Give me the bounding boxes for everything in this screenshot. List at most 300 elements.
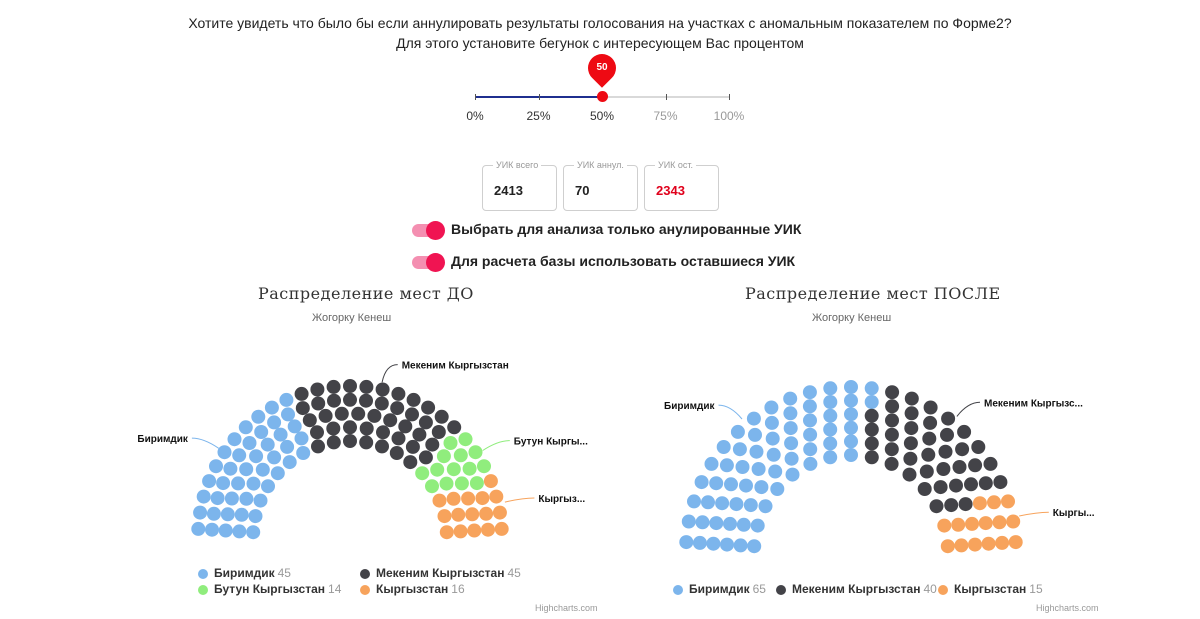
seat-dot[interactable] xyxy=(744,498,758,512)
seat-dot[interactable] xyxy=(477,459,491,473)
seat-dot[interactable] xyxy=(296,401,310,415)
seat-dot[interactable] xyxy=(283,455,297,469)
slider-label-100: 100% xyxy=(713,109,745,123)
seat-dot[interactable] xyxy=(944,498,958,512)
seat-dot[interactable] xyxy=(955,442,969,456)
seat-dot[interactable] xyxy=(489,490,503,504)
seat-dot[interactable] xyxy=(437,449,451,463)
seat-dot[interactable] xyxy=(310,425,324,439)
seat-dot[interactable] xyxy=(207,507,221,521)
seat-dot[interactable] xyxy=(249,449,263,463)
seat-dot[interactable] xyxy=(481,523,495,537)
seat-dot[interactable] xyxy=(720,458,734,472)
seat-dot[interactable] xyxy=(724,477,738,491)
seat-dot[interactable] xyxy=(750,445,764,459)
seat-dot[interactable] xyxy=(197,490,211,504)
seat-dot[interactable] xyxy=(193,506,207,520)
seat-dot[interactable] xyxy=(326,422,340,436)
stat-total-box xyxy=(482,160,557,211)
seat-dot[interactable] xyxy=(687,494,701,508)
seat-dot[interactable] xyxy=(218,445,232,459)
chart-before-credits[interactable]: Highcharts.com xyxy=(535,603,598,613)
seat-dot[interactable] xyxy=(823,436,837,450)
seat-dot[interactable] xyxy=(783,392,797,406)
legend-count: 15 xyxy=(1029,582,1043,596)
seat-dot[interactable] xyxy=(392,431,406,445)
seat-dot[interactable] xyxy=(953,460,967,474)
seat-dot[interactable] xyxy=(752,462,766,476)
seat-dot[interactable] xyxy=(885,428,899,442)
slider-label-50: 50% xyxy=(589,109,615,123)
chart-before-subtitle: Жогорку Кенеш xyxy=(312,312,392,324)
stat-remaining-box xyxy=(644,160,719,211)
seat-dot[interactable] xyxy=(993,515,1007,529)
legend-dot-icon xyxy=(776,585,786,595)
seat-dot[interactable] xyxy=(319,409,333,423)
seat-dot[interactable] xyxy=(465,507,479,521)
seat-dot[interactable] xyxy=(265,401,279,415)
seat-dot[interactable] xyxy=(495,522,509,536)
seat-dot[interactable] xyxy=(463,462,477,476)
seat-dot[interactable] xyxy=(734,538,748,552)
seat-dot[interactable] xyxy=(865,395,879,409)
seat-dot[interactable] xyxy=(231,476,245,490)
seat-dot[interactable] xyxy=(425,479,439,493)
seat-dot[interactable] xyxy=(419,450,433,464)
seat-dot[interactable] xyxy=(343,434,357,448)
seat-dot[interactable] xyxy=(440,525,454,539)
seat-dot[interactable] xyxy=(444,436,458,450)
seat-dot[interactable] xyxy=(930,499,944,513)
stat-annulled-box xyxy=(563,160,638,211)
data-label: Биримдик xyxy=(137,434,188,446)
legend-count: 16 xyxy=(451,582,465,596)
seat-dot[interactable] xyxy=(993,475,1007,489)
seat-dot[interactable] xyxy=(246,525,260,539)
seat-dot[interactable] xyxy=(968,458,982,472)
seat-dot[interactable] xyxy=(964,477,978,491)
seat-dot[interactable] xyxy=(729,497,743,511)
seat-dot[interactable] xyxy=(403,455,417,469)
seat-dot[interactable] xyxy=(905,406,919,420)
seat-dot[interactable] xyxy=(390,401,404,415)
legend-name: Кыргызстан xyxy=(954,582,1027,596)
seat-dot[interactable] xyxy=(303,413,317,427)
seat-dot[interactable] xyxy=(784,421,798,435)
seat-dot[interactable] xyxy=(454,448,468,462)
seat-dot[interactable] xyxy=(770,482,784,496)
seat-dot[interactable] xyxy=(359,380,373,394)
seat-dot[interactable] xyxy=(343,393,357,407)
seat-dot[interactable] xyxy=(412,428,426,442)
seat-dot[interactable] xyxy=(359,394,373,408)
seat-dot[interactable] xyxy=(209,459,223,473)
seat-dot[interactable] xyxy=(905,392,919,406)
chart-after-title: Распределение мест ПОСЛЕ xyxy=(745,284,1001,303)
seat-dot[interactable] xyxy=(239,420,253,434)
seat-dot[interactable] xyxy=(904,421,918,435)
seat-dot[interactable] xyxy=(390,446,404,460)
seat-dot[interactable] xyxy=(803,413,817,427)
seat-dot[interactable] xyxy=(295,431,309,445)
seat-dot[interactable] xyxy=(383,413,397,427)
seat-dot[interactable] xyxy=(968,538,982,552)
seat-dot[interactable] xyxy=(865,381,879,395)
seat-dot[interactable] xyxy=(415,466,429,480)
seat-dot[interactable] xyxy=(995,536,1009,550)
seat-dot[interactable] xyxy=(211,491,225,505)
seat-dot[interactable] xyxy=(493,506,507,520)
seat-dot[interactable] xyxy=(274,428,288,442)
seat-dot[interactable] xyxy=(823,423,837,437)
seat-dot[interactable] xyxy=(239,492,253,506)
seat-dot[interactable] xyxy=(430,463,444,477)
seat-dot[interactable] xyxy=(764,401,778,415)
seat-dot[interactable] xyxy=(937,519,951,533)
seat-dot[interactable] xyxy=(865,423,879,437)
seat-dot[interactable] xyxy=(281,407,295,421)
seat-dot[interactable] xyxy=(865,409,879,423)
seat-dot[interactable] xyxy=(717,440,731,454)
seat-dot[interactable] xyxy=(351,407,365,421)
seat-dot[interactable] xyxy=(360,422,374,436)
seat-dot[interactable] xyxy=(191,522,205,536)
seat-dot[interactable] xyxy=(965,517,979,531)
legend-name: Кыргызстан xyxy=(376,582,449,596)
seat-dot[interactable] xyxy=(682,515,696,529)
seat-dot[interactable] xyxy=(695,475,709,489)
stat-remaining-label: УИК ост. xyxy=(655,160,696,170)
seat-dot[interactable] xyxy=(447,462,461,476)
seat-dot[interactable] xyxy=(343,379,357,393)
seat-dot[interactable] xyxy=(239,462,253,476)
seat-dot[interactable] xyxy=(433,494,447,508)
seat-dot[interactable] xyxy=(747,539,761,553)
seat-dot[interactable] xyxy=(844,448,858,462)
seat-group-1 xyxy=(295,379,462,469)
seat-dot[interactable] xyxy=(921,448,935,462)
seat-dot[interactable] xyxy=(249,509,263,523)
seat-dot[interactable] xyxy=(936,462,950,476)
seat-dot[interactable] xyxy=(723,517,737,531)
percent-slider[interactable] xyxy=(466,62,745,123)
seat-dot[interactable] xyxy=(739,479,753,493)
connector-line xyxy=(957,402,980,416)
toggle-knob[interactable] xyxy=(426,253,445,272)
seat-dot[interactable] xyxy=(251,410,265,424)
seat-dot[interactable] xyxy=(765,416,779,430)
seat-dot[interactable] xyxy=(783,406,797,420)
slider-tick-0 xyxy=(475,94,476,100)
seat-dot[interactable] xyxy=(679,535,693,549)
slider-label-0: 0% xyxy=(466,109,484,123)
seat-dot[interactable] xyxy=(973,496,987,510)
seat-dot[interactable] xyxy=(391,387,405,401)
slider-label-75: 75% xyxy=(653,109,678,123)
seat-dot[interactable] xyxy=(803,399,817,413)
connector-line xyxy=(483,441,510,451)
seat-dot[interactable] xyxy=(454,524,468,538)
seat-dot[interactable] xyxy=(343,420,357,434)
seat-dot[interactable] xyxy=(923,416,937,430)
seat-dot[interactable] xyxy=(885,385,899,399)
seat-dot[interactable] xyxy=(376,383,390,397)
seat-dot[interactable] xyxy=(924,401,938,415)
legend-count: 14 xyxy=(328,582,342,596)
seat-dot[interactable] xyxy=(823,395,837,409)
seat-dot[interactable] xyxy=(987,495,1001,509)
seat-dot[interactable] xyxy=(432,425,446,439)
seat-dot[interactable] xyxy=(295,387,309,401)
seat-dot[interactable] xyxy=(288,419,302,433)
seat-dot[interactable] xyxy=(957,425,971,439)
toggle-knob[interactable] xyxy=(426,221,445,240)
seat-dot[interactable] xyxy=(959,497,973,511)
seat-dot[interactable] xyxy=(939,445,953,459)
seat-dot[interactable] xyxy=(982,537,996,551)
seat-dot[interactable] xyxy=(709,516,723,530)
seat-dot[interactable] xyxy=(733,442,747,456)
seat-dot[interactable] xyxy=(232,448,246,462)
seat-dot[interactable] xyxy=(335,407,349,421)
seat-dot[interactable] xyxy=(701,495,715,509)
seat-dot[interactable] xyxy=(823,381,837,395)
seat-dot[interactable] xyxy=(376,425,390,439)
question-header xyxy=(0,13,1200,53)
slider-value-label: 50 xyxy=(596,62,608,73)
seat-dot[interactable] xyxy=(823,409,837,423)
seat-dot[interactable] xyxy=(951,518,965,532)
seat-dot[interactable] xyxy=(327,380,341,394)
seat-dot[interactable] xyxy=(375,397,389,411)
seat-dot[interactable] xyxy=(405,407,419,421)
seat-dot[interactable] xyxy=(216,476,230,490)
seat-dot[interactable] xyxy=(768,465,782,479)
seat-dot[interactable] xyxy=(759,499,773,513)
seat-dot[interactable] xyxy=(941,539,955,553)
seat-dot[interactable] xyxy=(803,442,817,456)
seat-dot[interactable] xyxy=(844,394,858,408)
seat-dot[interactable] xyxy=(954,538,968,552)
seat-dot[interactable] xyxy=(421,401,435,415)
seat-dot[interactable] xyxy=(979,516,993,530)
seat-dot[interactable] xyxy=(261,479,275,493)
connector-line xyxy=(192,438,219,448)
seat-dot[interactable] xyxy=(971,440,985,454)
seat-dot[interactable] xyxy=(419,415,433,429)
seat-dot[interactable] xyxy=(731,425,745,439)
seat-dot[interactable] xyxy=(467,524,481,538)
seat-dot[interactable] xyxy=(885,413,899,427)
seat-dot[interactable] xyxy=(296,446,310,460)
seat-dot[interactable] xyxy=(223,462,237,476)
seat-dot[interactable] xyxy=(922,432,936,446)
stat-annulled-value: 70 xyxy=(575,183,590,198)
legend-dot-icon xyxy=(198,585,208,595)
seat-dot[interactable] xyxy=(205,523,219,537)
seat-dot[interactable] xyxy=(754,480,768,494)
seat-dot[interactable] xyxy=(243,436,257,450)
seat-dot[interactable] xyxy=(261,438,275,452)
seat-dot[interactable] xyxy=(254,494,268,508)
seat-dot[interactable] xyxy=(459,432,473,446)
data-label: Кыргы... xyxy=(1052,508,1095,520)
chart-after-credits[interactable]: Highcharts.com xyxy=(1036,603,1099,613)
seat-dot[interactable] xyxy=(219,524,233,538)
seat-dot[interactable] xyxy=(447,492,461,506)
data-label: Мекеним Кыргызс... xyxy=(984,398,1083,410)
seat-dot[interactable] xyxy=(310,383,324,397)
chart-before xyxy=(100,330,620,550)
seat-dot[interactable] xyxy=(375,439,389,453)
seat-dot[interactable] xyxy=(747,412,761,426)
seat-dot[interactable] xyxy=(979,476,993,490)
seat-dot[interactable] xyxy=(1006,515,1020,529)
legend-dot-icon xyxy=(198,569,208,579)
seat-dot[interactable] xyxy=(720,538,734,552)
seat-dot[interactable] xyxy=(447,420,461,434)
slider-label-25: 25% xyxy=(526,109,551,123)
seat-dot[interactable] xyxy=(254,425,268,439)
seat-dot[interactable] xyxy=(267,415,281,429)
seat-dot[interactable] xyxy=(438,509,452,523)
seat-dot[interactable] xyxy=(949,479,963,493)
seat-dot[interactable] xyxy=(1009,535,1023,549)
seat-dot[interactable] xyxy=(696,515,710,529)
seat-dot[interactable] xyxy=(903,468,917,482)
seat-dot[interactable] xyxy=(455,476,469,490)
seat-dot[interactable] xyxy=(475,491,489,505)
seat-dot[interactable] xyxy=(984,457,998,471)
seat-dot[interactable] xyxy=(311,439,325,453)
stat-total-label: УИК всего xyxy=(493,160,541,170)
stat-remaining-value: 2343 xyxy=(656,183,685,198)
seat-dot[interactable] xyxy=(941,412,955,426)
seat-dot[interactable] xyxy=(885,457,899,471)
seat-dot[interactable] xyxy=(934,480,948,494)
seat-dot[interactable] xyxy=(705,457,719,471)
seat-dot[interactable] xyxy=(470,476,484,490)
chart-after-subtitle: Жогорку Кенеш xyxy=(812,312,892,324)
legend-name: Биримдик xyxy=(689,582,750,596)
seat-dot[interactable] xyxy=(235,508,249,522)
slider-tick-25 xyxy=(539,94,540,100)
seat-dot[interactable] xyxy=(903,452,917,466)
seat-dot[interactable] xyxy=(280,440,294,454)
seat-dot[interactable] xyxy=(279,393,293,407)
legend-count: 40 xyxy=(923,582,937,596)
seat-dot[interactable] xyxy=(766,432,780,446)
seat-dot[interactable] xyxy=(461,492,475,506)
seat-dot[interactable] xyxy=(202,474,216,488)
legend-dot-icon xyxy=(673,585,683,595)
connector-line xyxy=(719,405,743,419)
seat-dot[interactable] xyxy=(469,445,483,459)
legend-count: 45 xyxy=(277,566,291,580)
seat-dot[interactable] xyxy=(803,428,817,442)
seat-dot[interactable] xyxy=(865,450,879,464)
seat-dot[interactable] xyxy=(327,435,341,449)
seat-dot[interactable] xyxy=(737,518,751,532)
data-label: Кыргыз... xyxy=(538,494,586,505)
slider-tick-75 xyxy=(666,94,667,100)
seat-dot[interactable] xyxy=(823,450,837,464)
seat-dot[interactable] xyxy=(706,537,720,551)
chart-after xyxy=(600,330,1120,570)
seat-dot[interactable] xyxy=(311,397,325,411)
seat-dot[interactable] xyxy=(359,435,373,449)
legend-dot-icon xyxy=(360,585,370,595)
data-label: Мекеним Кыргызстан xyxy=(401,360,509,372)
seat-dot[interactable] xyxy=(451,508,465,522)
legend-dot-icon xyxy=(360,569,370,579)
seat-dot[interactable] xyxy=(844,380,858,394)
seat-dot[interactable] xyxy=(844,434,858,448)
seat-dot[interactable] xyxy=(803,385,817,399)
seat-dot[interactable] xyxy=(784,436,798,450)
seat-dot[interactable] xyxy=(904,436,918,450)
seat-dot[interactable] xyxy=(751,519,765,533)
seat-dot[interactable] xyxy=(803,457,817,471)
seat-dot[interactable] xyxy=(479,507,493,521)
seat-dot[interactable] xyxy=(785,452,799,466)
seat-dot[interactable] xyxy=(940,428,954,442)
seat-dot[interactable] xyxy=(920,465,934,479)
slider-tick-100 xyxy=(729,94,730,100)
connector-line xyxy=(505,498,535,502)
seat-dot[interactable] xyxy=(407,393,421,407)
legend-name: Бутун Кыргызстан xyxy=(214,582,326,596)
seat-dot[interactable] xyxy=(256,463,270,477)
seat-dot[interactable] xyxy=(225,492,239,506)
seat-dot[interactable] xyxy=(885,399,899,413)
seat-dot[interactable] xyxy=(844,421,858,435)
seat-dot[interactable] xyxy=(885,442,899,456)
seat-dot[interactable] xyxy=(693,536,707,550)
seat-group-0 xyxy=(191,393,310,539)
seat-dot[interactable] xyxy=(435,410,449,424)
legend-name: Мекеним Кыргызстан xyxy=(376,566,505,580)
seat-dot[interactable] xyxy=(367,409,381,423)
seat-dot[interactable] xyxy=(709,476,723,490)
seat-dot[interactable] xyxy=(398,419,412,433)
seat-dot[interactable] xyxy=(327,394,341,408)
seat-dot[interactable] xyxy=(221,507,235,521)
legend-name: Биримдик xyxy=(214,566,275,580)
seat-dot[interactable] xyxy=(425,438,439,452)
seat-dot[interactable] xyxy=(786,468,800,482)
seat-dot[interactable] xyxy=(865,436,879,450)
slider-handle[interactable] xyxy=(597,91,608,102)
seat-dot[interactable] xyxy=(406,440,420,454)
seat-dot[interactable] xyxy=(715,496,729,510)
seat-dot[interactable] xyxy=(1001,494,1015,508)
seat-dot[interactable] xyxy=(736,460,750,474)
seat-dot[interactable] xyxy=(748,428,762,442)
seat-dot[interactable] xyxy=(271,466,285,480)
seat-dot[interactable] xyxy=(918,482,932,496)
seat-dot[interactable] xyxy=(247,477,261,491)
seat-dot[interactable] xyxy=(844,407,858,421)
seat-dot[interactable] xyxy=(440,477,454,491)
seat-dot[interactable] xyxy=(228,432,242,446)
stat-annulled-label: УИК аннул. xyxy=(574,160,627,170)
data-label: Бутун Кыргы... xyxy=(513,436,588,448)
seat-dot[interactable] xyxy=(767,448,781,462)
seat-dot[interactable] xyxy=(267,450,281,464)
seat-dot[interactable] xyxy=(484,474,498,488)
seat-dot[interactable] xyxy=(232,524,246,538)
